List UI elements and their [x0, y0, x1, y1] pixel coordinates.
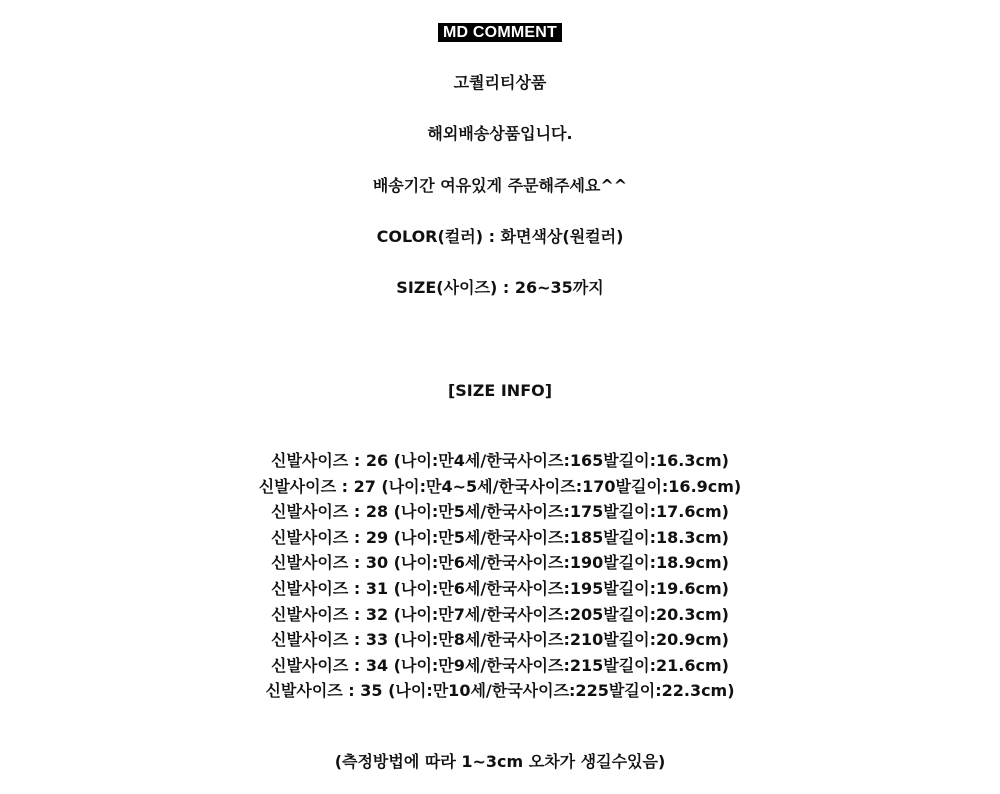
size-info-title: [SIZE INFO] — [447, 381, 553, 400]
comment-quality: 고퀄리티상품 — [453, 73, 547, 92]
size-row-30: 신발사이즈 : 30 (나이:만6세/한국사이즈:190발길이:18.9cm) — [271, 553, 729, 573]
comment-shipping-period: 배송기간 여유있게 주문해주세요^^ — [372, 176, 628, 195]
size-row-31: 신발사이즈 : 31 (나이:만6세/한국사이즈:195발길이:19.6cm) — [271, 578, 729, 598]
comment-color: COLOR(컬러) : 화면색상(원컬러) — [376, 227, 624, 246]
size-info-list — [0, 450, 1000, 706]
size-row-33: 신발사이즈 : 33 (나이:만8세/한국사이즈:210발길이:20.9cm) — [271, 630, 729, 650]
size-row-26: 신발사이즈 : 26 (나이:만4세/한국사이즈:165발길이:16.3cm) — [271, 451, 729, 470]
size-row-28: 신발사이즈 : 28 (나이:만5세/한국사이즈:175발길이:17.6cm) — [271, 502, 729, 522]
comment-size-range: SIZE(사이즈) : 26~35까지 — [396, 278, 604, 297]
size-row-34: 신발사이즈 : 34 (나이:만9세/한국사이즈:215발길이:21.6cm) — [271, 655, 729, 675]
size-row-32: 신발사이즈 : 32 (나이:만7세/한국사이즈:205발길이:20.3cm) — [271, 604, 729, 624]
size-row-35: 신발사이즈 : 35 (나이:만10세/한국사이즈:225발길이:22.3cm) — [265, 681, 735, 701]
size-row-27: 신발사이즈 : 27 (나이:만4~5세/한국사이즈:170발길이:16.9cm) — [258, 476, 742, 496]
md-comment-badge: MD COMMENT — [438, 23, 562, 42]
size-row-29: 신발사이즈 : 29 (나이:만5세/한국사이즈:185발길이:18.3cm) — [271, 527, 729, 547]
comment-overseas-shipping: 해외배송상품입니다. — [427, 124, 573, 143]
md-comment-header — [0, 22, 1000, 42]
measurement-note: (측정방법에 따라 1~3cm 오차가 생길수있음) — [334, 752, 666, 771]
